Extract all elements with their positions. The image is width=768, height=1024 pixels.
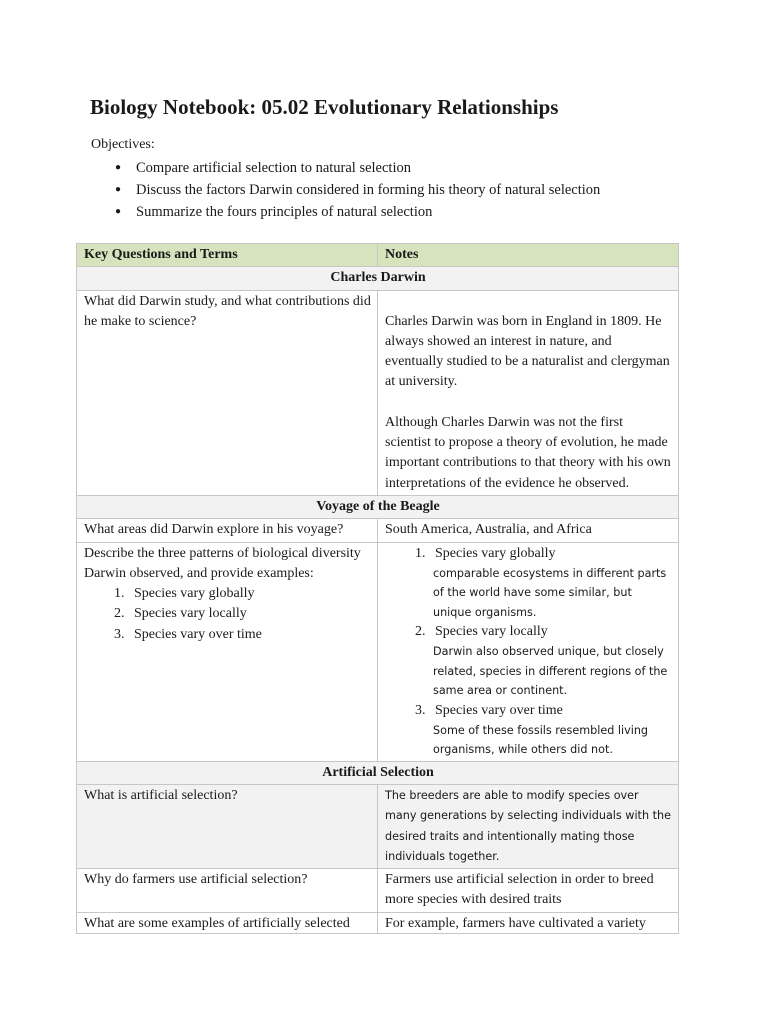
question-cell: What are some examples of artificially selected (77, 912, 378, 933)
notes-cell: For example, farmers have cultivated a variety (378, 912, 679, 933)
objectives-list (115, 157, 600, 223)
notes-cell: South America, Australia, and Africa (378, 519, 679, 542)
section-row (77, 495, 679, 518)
pattern-detail: Some of these fossils resembled living organisms, while others did not. (433, 723, 649, 757)
section-voyage-beagle: Voyage of the Beagle (77, 495, 679, 518)
table-header-row (77, 244, 679, 267)
list-item: 1. Species vary globally comparable ecosystems in different parts of the world have some similar, but unique organisms. (429, 544, 672, 623)
bullet-icon: ● (115, 184, 122, 195)
list-item: 3. Species vary over time Some of these fossils resembled living organisms, while others did not. (429, 701, 672, 760)
pattern-detail: Darwin also observed unique, but closely related, species in different regions of the same area or continent. (433, 645, 668, 698)
objective-item: ● Summarize the fours principles of natural selection (115, 201, 600, 223)
notes-cell: The breeders are able to modify species over many generations by selecting individuals with the desired traits and intentionally mating those individuals together. (378, 785, 679, 869)
patterns-list (84, 584, 371, 645)
notes-cell (378, 542, 679, 761)
section-row (77, 761, 679, 784)
table-row (77, 912, 679, 933)
question-cell: What areas did Darwin explore in his voyage? (77, 519, 378, 542)
question-cell: Why do farmers use artificial selection? (77, 869, 378, 913)
list-item: 3. Species vary over time (128, 625, 371, 645)
question-cell: What did Darwin study, and what contributions did he make to science? (77, 290, 378, 495)
notes-paragraph: Although Charles Darwin was not the first scientist to propose a theory of evolution, he made important contributions to that theory with his own interpretations of the evidence he observed. (385, 414, 671, 491)
notes-table (76, 243, 679, 934)
header-key-questions: Key Questions and Terms (77, 244, 378, 267)
notes-cell: Farmers use artificial selection in order to breed more species with desired traits (378, 869, 679, 913)
table-row (77, 519, 679, 542)
page-title: Biology Notebook: 05.02 Evolutionary Relationships (90, 95, 559, 119)
objective-item: ● Compare artificial selection to natural selection (115, 157, 600, 179)
header-notes: Notes (378, 244, 679, 267)
section-charles-darwin: Charles Darwin (77, 267, 679, 290)
notes-paragraph: Charles Darwin was born in England in 1809. He always showed an interest in nature, and eventually studied to be a naturalist and clergyman at university. (385, 313, 670, 390)
notes-cell (378, 290, 679, 495)
question-cell: What is artificial selection? (77, 785, 378, 869)
bullet-icon: ● (115, 206, 122, 217)
objective-item: ● Discuss the factors Darwin considered in forming his theory of natural selection (115, 179, 600, 201)
list-item: 2. Species vary locally (128, 604, 371, 624)
question-cell: Describe the three patterns of biological diversity Darwin observed, and provide examples: 1. Species vary globally 2. Species vary locally 3. Species vary over time (77, 542, 378, 761)
objectives-label: Objectives: (91, 137, 155, 152)
table-row (77, 869, 679, 913)
list-item: 1. Species vary globally (128, 584, 371, 604)
patterns-notes-list (385, 544, 672, 760)
table-row (77, 290, 679, 495)
table-row (77, 542, 679, 761)
bullet-icon: ● (115, 162, 122, 173)
section-artificial-selection: Artificial Selection (77, 761, 679, 784)
table-row (77, 785, 679, 869)
pattern-detail: comparable ecosystems in different parts of the world have some similar, but unique organisms. (433, 566, 667, 619)
section-row (77, 267, 679, 290)
list-item: 2. Species vary locally Darwin also observed unique, but closely related, species in different regions of the same area or continent. (429, 622, 672, 701)
